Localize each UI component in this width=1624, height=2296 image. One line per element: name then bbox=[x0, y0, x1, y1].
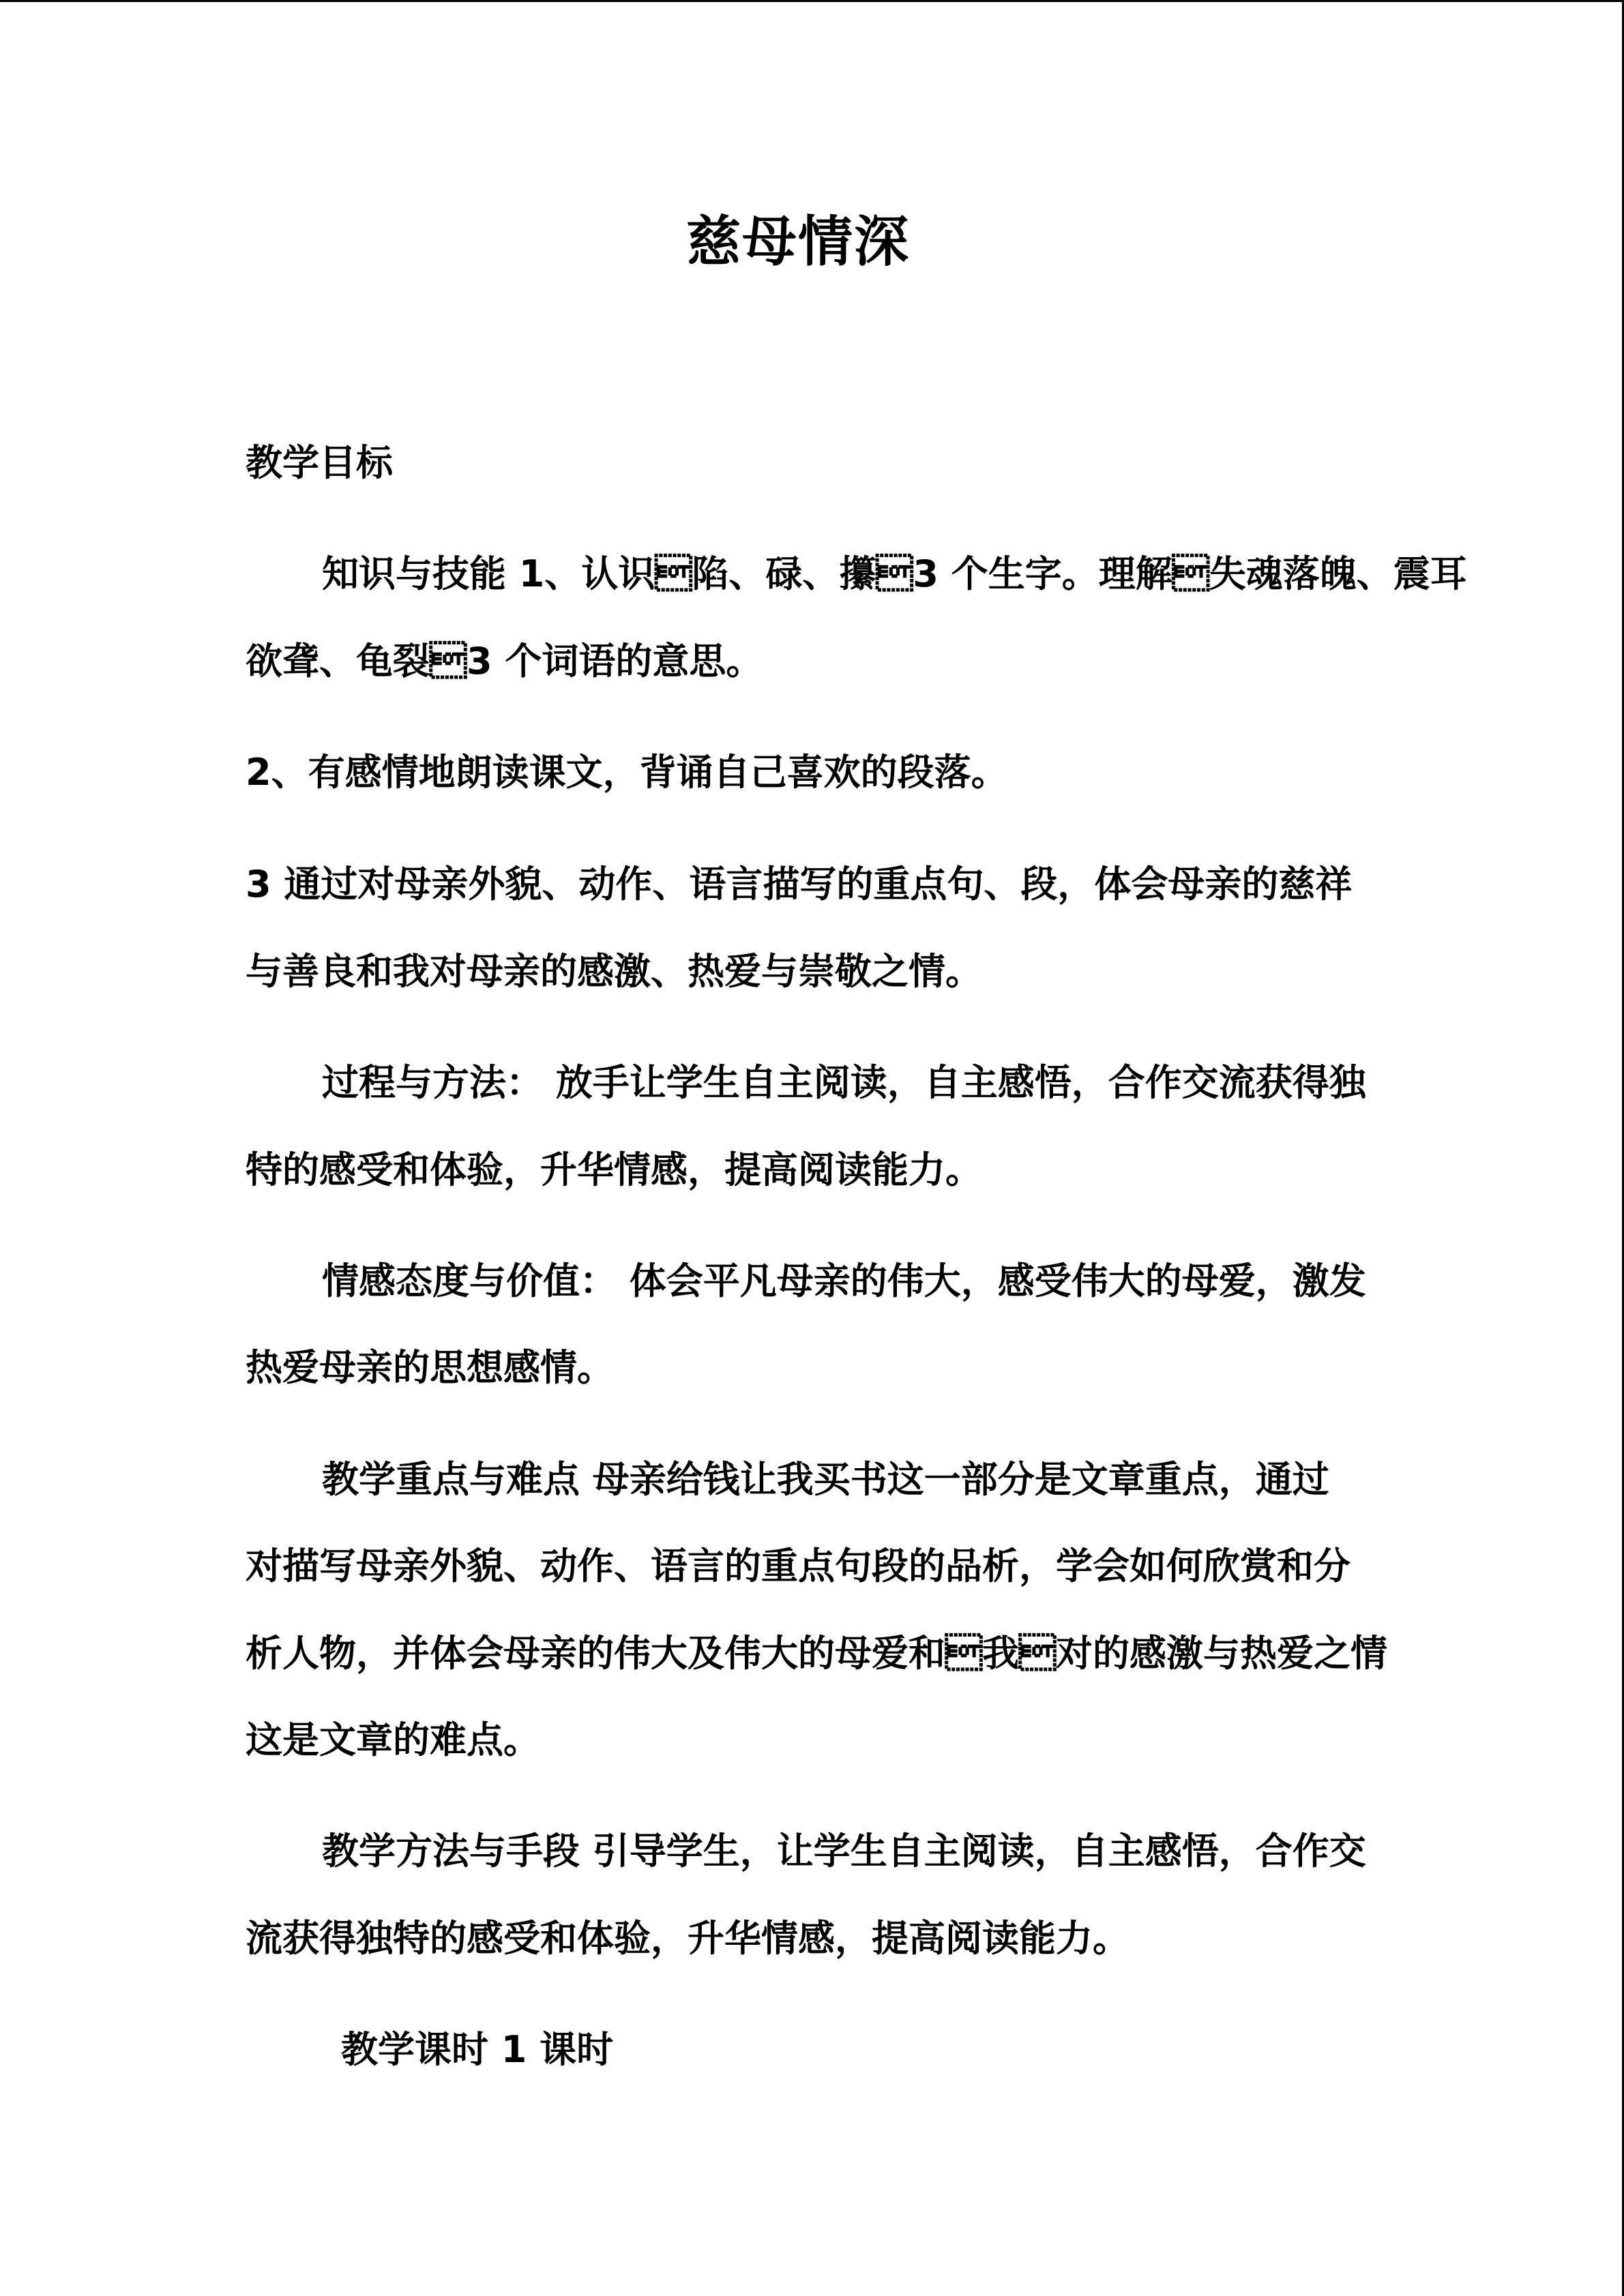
paragraph-line: 知识与技能 1、认识陷、碌、攥3 个生字。理解失魂落魄、震耳 bbox=[322, 552, 1467, 595]
document-title: 慈母情深 bbox=[686, 210, 910, 273]
paragraph-line: 析人物，并体会母亲的伟大及伟大的母爱和我对的感激与热爱之情 bbox=[246, 1632, 1387, 1675]
paragraph-line: 情感态度与价值： 体会平凡母亲的伟大，感受伟大的母爱，激发 bbox=[322, 1259, 1366, 1302]
page-top-border bbox=[0, 0, 1624, 2]
paragraph-line: 教学重点与难点 母亲给钱让我买书这一部分是文章重点，通过 bbox=[322, 1458, 1329, 1501]
paragraph-line: 教学方法与手段 引导学生，让学生自主阅读，自主感悟，合作交 bbox=[322, 1830, 1366, 1873]
paragraph-line: 教学课时 1 课时 bbox=[341, 2028, 614, 2071]
paragraph-line: 对描写母亲外貌、动作、语言的重点句段的品析，学会如何欣赏和分 bbox=[246, 1545, 1350, 1587]
paragraph-line: 2、有感情地朗读课文，背诵自己喜欢的段落。 bbox=[246, 751, 1008, 794]
paragraph-line: 热爱母亲的思想感情。 bbox=[246, 1346, 614, 1389]
section-heading: 教学目标 bbox=[246, 441, 393, 484]
paragraph-line: 流获得独特的感受和体验，升华情感，提高阅读能力。 bbox=[246, 1917, 1130, 1960]
paragraph-line: 欲聋、龟裂3 个词语的意思。 bbox=[246, 640, 763, 683]
paragraph-line: 特的感受和体验，升华情感，提高阅读能力。 bbox=[246, 1148, 982, 1191]
paragraph-line: 3 通过对母亲外貌、动作、语言描写的重点句、段，体会母亲的慈祥 bbox=[246, 863, 1353, 906]
paragraph-line: 这是文章的难点。 bbox=[246, 1718, 540, 1761]
paragraph-line: 与善良和我对母亲的感激、热爱与崇敬之情。 bbox=[246, 950, 982, 993]
paragraph-line: 过程与方法： 放手让学生自主阅读，自主感悟，合作交流获得独 bbox=[322, 1061, 1366, 1104]
